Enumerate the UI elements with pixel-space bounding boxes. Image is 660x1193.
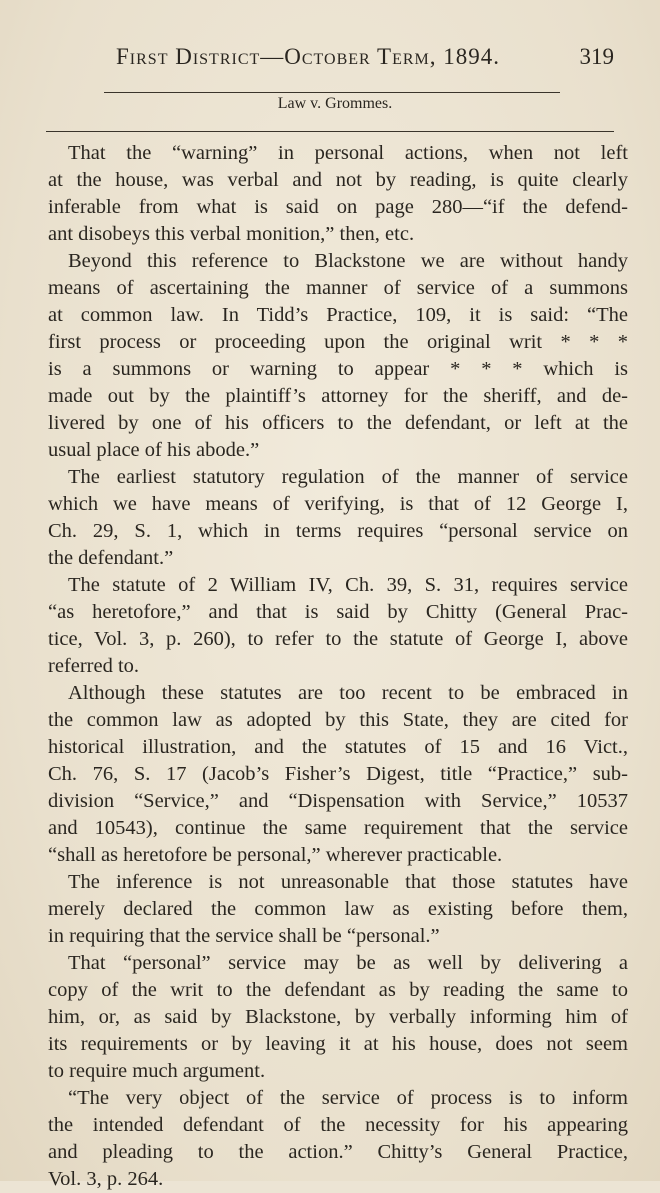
paragraph [48,950,628,1085]
text-line: inferable from what is said on page 280—“if the defend- [48,196,628,218]
text-line: The earliest statutory regulation of the manner of service [68,466,628,488]
text-line: him, or, as said by Blackstone, by verbally informing him of [48,1006,628,1028]
top-rule [104,92,560,93]
text-line: Ch. 76, S. 17 (Jacob’s Fisher’s Digest, title “Practice,” sub- [48,763,628,785]
text-line: “shall as heretofore be personal,” wherever practicable. [48,844,503,866]
text-line: division “Service,” and “Dispensation with Service,” 10537 [48,790,628,812]
text-line: at common law. In Tidd’s Practice, 109, it is said: “The [48,304,628,326]
text-line: to require much argument. [48,1060,266,1082]
text-line: at the house, was verbal and not by reading, is quite clearly [48,169,628,191]
text-line: That “personal” service may be as well by delivering a [68,952,628,974]
text-line: its requirements or by leaving it at his house, does not seem [48,1033,628,1055]
case-title: Law v. Grommes. [277,95,393,112]
paragraph [48,869,628,950]
text-line: merely declared the common law as existing before them, [48,898,628,920]
text-line: and 10543), continue the same requirement that the service [48,817,628,839]
running-head [0,44,660,78]
text-line: Ch. 29, S. 1, which in terms requires “personal service on [48,520,628,542]
text-line: Beyond this reference to Blackstone we are without handy [68,250,628,272]
paragraph [48,140,628,248]
paragraph [48,464,628,572]
text-line: “The very object of the service of process is to inform [68,1087,628,1109]
paragraph [48,680,628,869]
text-line: The statute of 2 William IV, Ch. 39, S. 31, requires service [68,574,628,596]
paragraph [48,248,628,464]
text-line: in requiring that the service shall be “personal.” [48,925,440,947]
text-line: ant disobeys this verbal monition,” then, etc. [48,223,415,245]
text-line: the defendant.” [48,547,174,569]
text-line: the common law as adopted by this State, they are cited for [48,709,628,731]
text-line: the intended defendant of the necessity for his appearing [48,1114,628,1136]
text-line: Although these statutes are too recent to be embraced in [68,682,628,704]
text-line: Vol. 3, p. 264. [48,1168,164,1190]
text-line: made out by the plaintiff’s attorney for the sheriff, and de- [48,385,628,407]
paragraph [48,572,628,680]
body-text [48,140,628,1193]
text-line: “as heretofore,” and that is said by Chitty (General Prac- [48,601,628,623]
text-line: referred to. [48,655,140,677]
page-number: 319 [579,44,614,69]
bottom-rule [46,131,614,132]
text-line: is a summons or warning to appear * * * which is [48,358,628,380]
text-line: which we have means of verifying, is that of 12 George I, [48,493,628,515]
running-head-title: First District—October Term, 1894. [116,44,501,69]
paragraph [48,1085,628,1193]
text-line: The inference is not unreasonable that those statutes have [68,871,628,893]
text-line: means of ascertaining the manner of service of a summons [48,277,628,299]
text-line: usual place of his abode.” [48,439,260,461]
text-line: livered by one of his officers to the defendant, or left at the [48,412,628,434]
text-line: and pleading to the action.” Chitty’s General Practice, [48,1141,628,1163]
text-line: historical illustration, and the statutes of 15 and 16 Vict., [48,736,628,758]
text-line: first process or proceeding upon the original writ * * * [48,331,628,353]
text-line: tice, Vol. 3, p. 260), to refer to the statute of George I, above [48,628,628,650]
text-line: copy of the writ to the defendant as by reading the same to [48,979,628,1001]
text-line: That the “warning” in personal actions, when not left [68,142,628,164]
